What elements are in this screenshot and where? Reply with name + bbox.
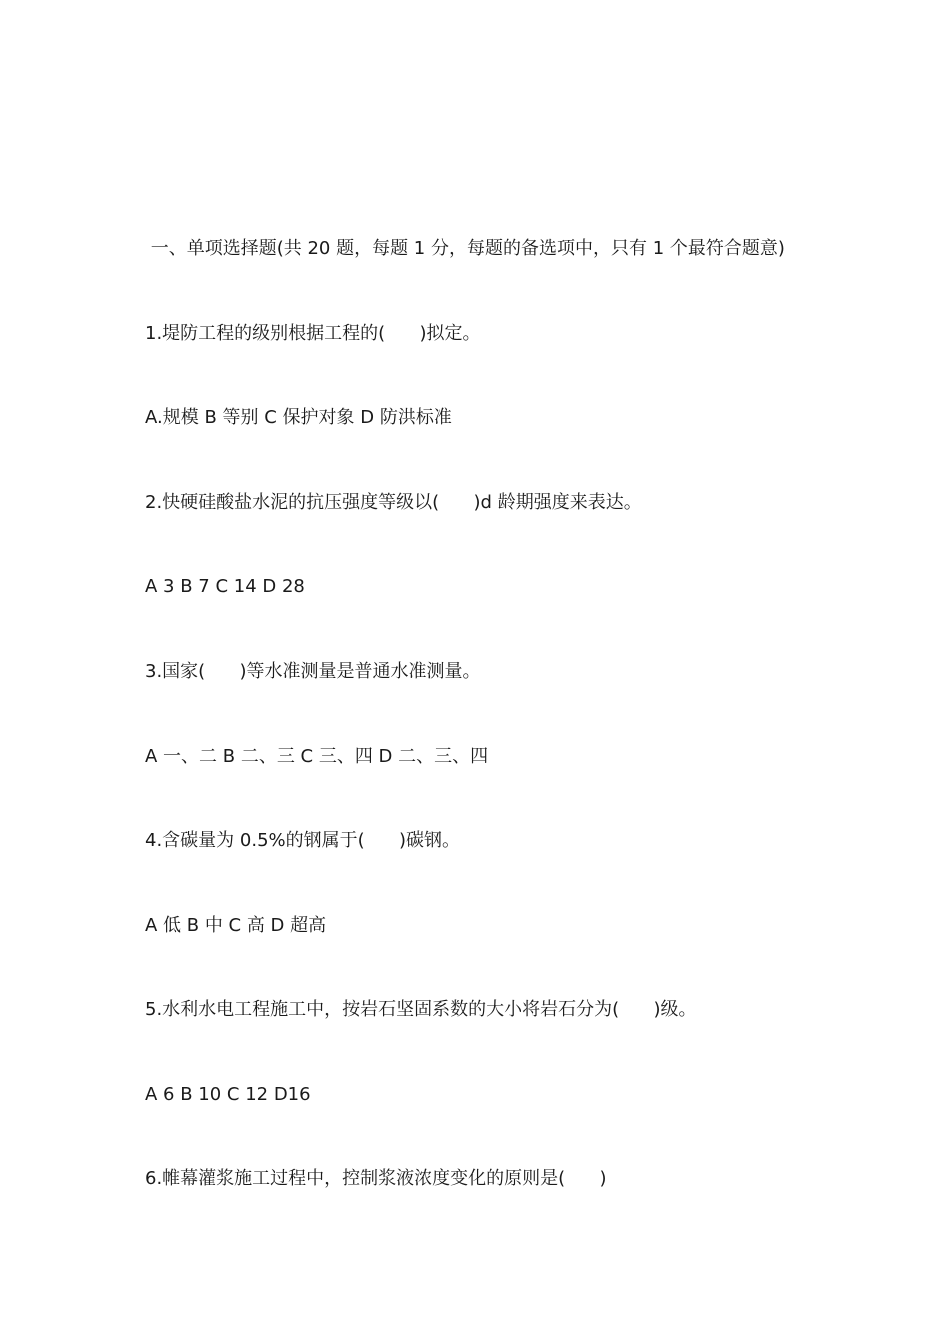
question-1-options: A.规模 B 等别 C 保护对象 D 防洪标准 — [145, 407, 452, 428]
question-2-options: A 3 B 7 C 14 D 28 — [145, 576, 305, 597]
question-4-stem: 4.含碳量为 0.5%的钢属于( )碳钢。 — [145, 830, 460, 851]
question-1-stem: 1.堤防工程的级别根据工程的( )拟定。 — [145, 323, 481, 344]
question-4-options: A 低 B 中 C 高 D 超高 — [145, 915, 327, 936]
question-6-stem: 6.帷幕灌浆施工过程中，控制浆液浓度变化的原则是( ) — [145, 1168, 607, 1189]
question-2-stem: 2.快硬硅酸盐水泥的抗压强度等级以( )d 龄期强度来表达。 — [145, 492, 642, 513]
question-5-options: A 6 B 10 C 12 D16 — [145, 1084, 311, 1105]
question-5-stem: 5.水利水电工程施工中，按岩石坚固系数的大小将岩石分为( )级。 — [145, 999, 697, 1020]
question-3-options: A 一、二 B 二、三 C 三、四 D 二、三、四 — [145, 746, 489, 767]
section-heading: 一、单项选择题(共 20 题，每题 1 分，每题的备选项中，只有 1 个最符合题意) — [145, 238, 785, 259]
question-3-stem: 3.国家( )等水准测量是普通水准测量。 — [145, 661, 481, 682]
